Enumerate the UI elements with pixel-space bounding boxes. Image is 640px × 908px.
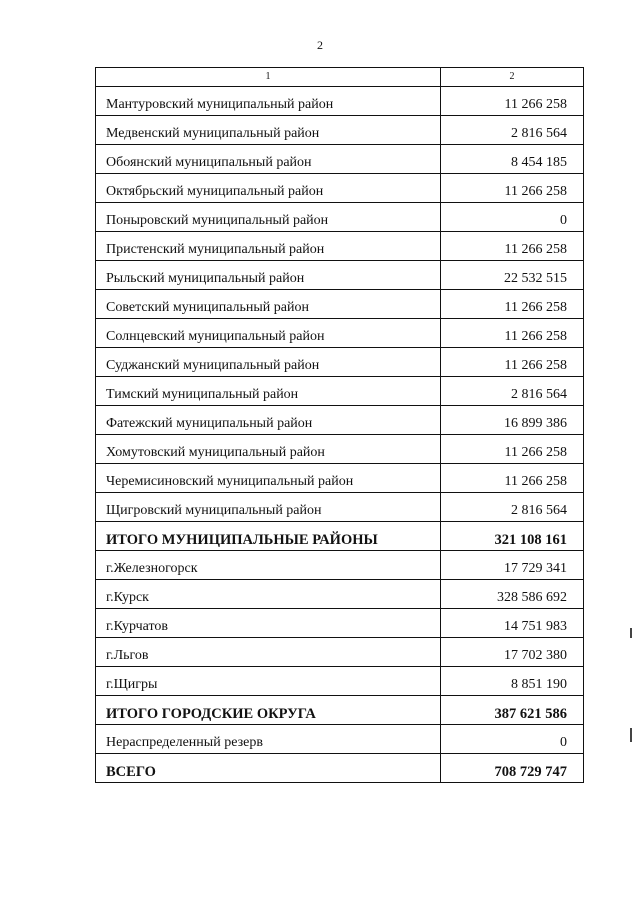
row-value-cell: 11 266 258 [441,87,584,116]
row-name-cell: ИТОГО МУНИЦИПАЛЬНЫЕ РАЙОНЫ [96,522,441,551]
row-name-cell: Обоянский муниципальный район [96,145,441,174]
row-value-cell: 11 266 258 [441,348,584,377]
row-name-cell: Суджанский муниципальный район [96,348,441,377]
table-row [96,493,584,522]
table-row [96,319,584,348]
table-header-row [96,68,584,87]
row-name-cell: Поныровский муниципальный район [96,203,441,232]
page-number: 2 [317,38,323,52]
row-name-cell: Медвенский муниципальный район [96,116,441,145]
row-value-cell: 8 851 190 [441,667,584,696]
table-row [96,203,584,232]
row-value-cell: 321 108 161 [441,522,584,551]
row-value-cell: 387 621 586 [441,696,584,725]
table-body [96,87,584,783]
row-value-cell: 328 586 692 [441,580,584,609]
table-row [96,406,584,435]
row-value-cell: 11 266 258 [441,290,584,319]
row-name-cell: Нераспределенный резерв [96,725,441,754]
row-name-cell: Тимский муниципальный район [96,377,441,406]
table-total-row [96,754,584,783]
row-name-cell: Щигровский муниципальный район [96,493,441,522]
row-value-cell: 11 266 258 [441,435,584,464]
table-row [96,145,584,174]
table-row [96,348,584,377]
row-name-cell: ВСЕГО [96,754,441,783]
table-row [96,232,584,261]
table-row [96,609,584,638]
row-name-cell: Мантуровский муниципальный район [96,87,441,116]
row-name-cell: г.Курчатов [96,609,441,638]
table-row [96,667,584,696]
table-row [96,87,584,116]
column-header-2: 2 [441,68,584,87]
row-value-cell: 11 266 258 [441,464,584,493]
row-value-cell: 11 266 258 [441,174,584,203]
row-name-cell: Рыльский муниципальный район [96,261,441,290]
scan-edge-mark [630,628,632,638]
table-row [96,377,584,406]
row-value-cell: 22 532 515 [441,261,584,290]
row-name-cell: г.Льгов [96,638,441,667]
table-total-row [96,696,584,725]
table-row [96,638,584,667]
row-name-cell: Черемисиновский муниципальный район [96,464,441,493]
table-row [96,580,584,609]
row-value-cell: 708 729 747 [441,754,584,783]
row-value-cell: 2 816 564 [441,377,584,406]
row-value-cell: 16 899 386 [441,406,584,435]
row-value-cell: 17 702 380 [441,638,584,667]
table-total-row [96,522,584,551]
table-row [96,725,584,754]
row-value-cell: 14 751 983 [441,609,584,638]
budget-distribution-table [95,67,584,783]
table-row [96,290,584,319]
row-value-cell: 0 [441,203,584,232]
row-value-cell: 11 266 258 [441,319,584,348]
table-row [96,464,584,493]
row-name-cell: Октябрьский муниципальный район [96,174,441,203]
scan-edge-mark [630,728,632,742]
row-value-cell: 2 816 564 [441,493,584,522]
row-value-cell: 0 [441,725,584,754]
row-name-cell: Хомутовский муниципальный район [96,435,441,464]
row-value-cell: 8 454 185 [441,145,584,174]
row-name-cell: ИТОГО ГОРОДСКИЕ ОКРУГА [96,696,441,725]
column-header-1: 1 [96,68,441,87]
row-name-cell: Фатежский муниципальный район [96,406,441,435]
row-value-cell: 2 816 564 [441,116,584,145]
row-value-cell: 11 266 258 [441,232,584,261]
row-name-cell: Советский муниципальный район [96,290,441,319]
table-row [96,174,584,203]
table-row [96,116,584,145]
table-row [96,261,584,290]
row-name-cell: г.Курск [96,580,441,609]
row-name-cell: г.Железногорск [96,551,441,580]
row-name-cell: г.Щигры [96,667,441,696]
table-row [96,435,584,464]
row-value-cell: 17 729 341 [441,551,584,580]
row-name-cell: Солнцевский муниципальный район [96,319,441,348]
table-row [96,551,584,580]
row-name-cell: Пристенский муниципальный район [96,232,441,261]
